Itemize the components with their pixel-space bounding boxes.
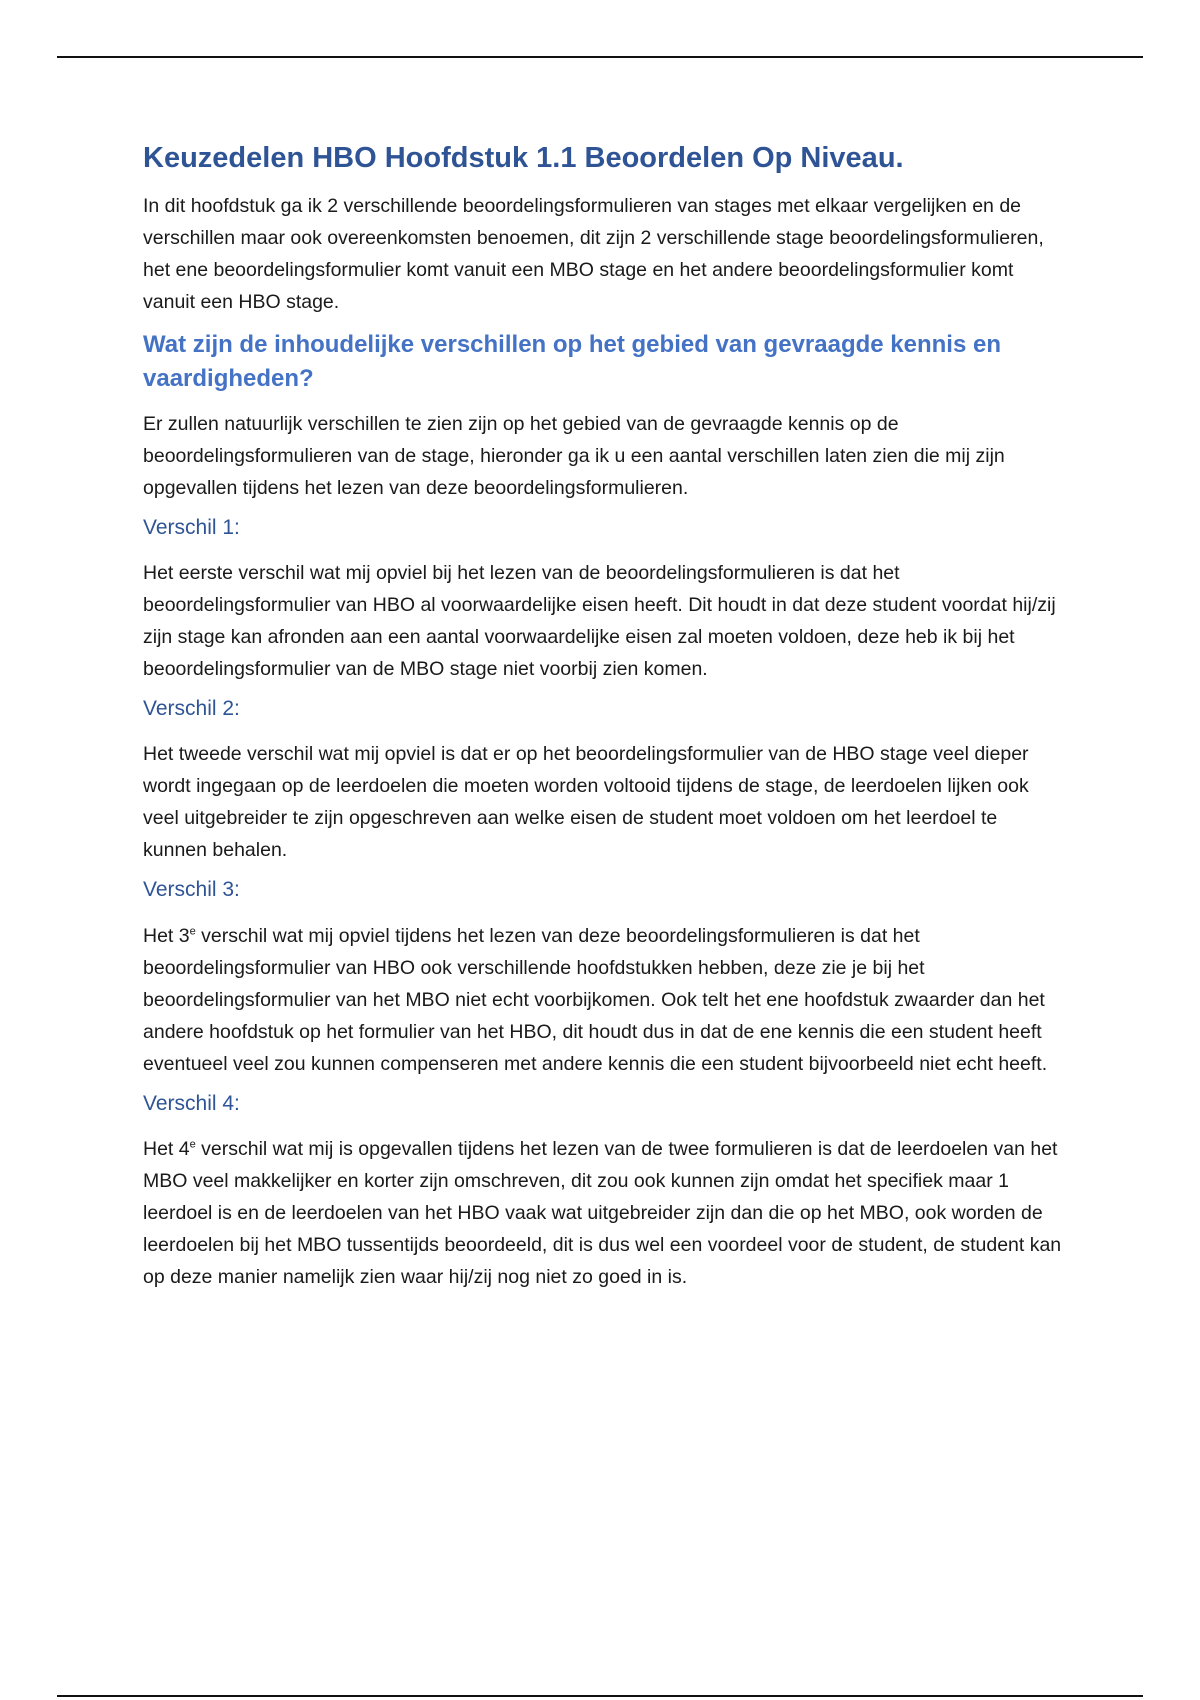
verschil-1-paragraph: Het eerste verschil wat mij opviel bij het lezen van de beoordelingsformulieren is dat het beoordelingsformulier van HBO al voorwaardelijke eisen heeft. Dit houdt in dat deze student voordat hij/zij zijn stage kan afronden aan een aantal voorwaardelijke eisen zal moeten voldoen, deze heb ik bij het beoordelingsformulier van de MBO stage niet voorbij zien komen.: [143, 562, 1056, 681]
verschil-2-heading: Verschil 2:: [143, 697, 240, 721]
verschil-3-heading: Verschil 3:: [143, 878, 240, 902]
verschil-4-heading: Verschil 4:: [143, 1091, 240, 1115]
verschil-4-superscript: e: [189, 1138, 196, 1151]
section-intro-paragraph: Er zullen natuurlijk verschillen te zien zijn op het gebied van de gevraagde kennis op de beoordelingsformulieren van de stage, hieronder ga ik u een aantal verschillen laten zien die mij zijn opgevallen tijdens het lezen van deze beoordelingsformulieren.: [143, 412, 1005, 499]
verschil-2-paragraph: Het tweede verschil wat mij opviel is dat er op het beoordelingsformulier van de HBO stage veel dieper wordt ingegaan op de leerdoelen die moeten worden voltooid tijdens de stage, de leerdoelen lijken ook veel uitgebreider te zijn opgeschreven aan welke eisen de student moet voldoen om het leerdoel te kunnen behalen.: [143, 743, 1029, 862]
verschil-4-paragraph: [143, 1133, 1063, 1293]
intro-paragraph: In dit hoofdstuk ga ik 2 verschillende beoordelingsformulieren van stages met elkaar vergelijken en de verschillen maar ook overeenkomsten benoemen, dit zijn 2 verschillende stage beoordelingsformulieren, het ene beoordelingsformulier komt vanuit een MBO stage en het andere beoordelingsformulier komt vanuit een HBO stage.: [143, 194, 1044, 313]
section-heading: Wat zijn de inhoudelijke verschillen op het gebied van gevraagde kennis en vaardigheden?: [143, 330, 1001, 392]
verschil-3-superscript: e: [189, 925, 196, 938]
verschil-3-paragraph: [143, 920, 1063, 1080]
footer-rule: [57, 1695, 1143, 1697]
verschil-1-heading: Verschil 1:: [143, 515, 240, 539]
header-rule: [57, 56, 1143, 58]
verschil-4-prefix: Het 4: [143, 1138, 190, 1161]
document-body: [143, 140, 1063, 1303]
verschil-4-text: verschil wat mij is opgevallen tijdens het lezen van de twee formulieren is dat de leerdoelen van het MBO veel makkelijker en korter zijn omschreven, dit zou ook kunnen zijn omdat het specifiek maar 1 leerdoel is en de leerdoelen van het HBO vaak wat uitgebreider zijn dan die op het MBO, ook worden de leerdoelen bij het MBO tussentijds beoordeeld, dit is dus wel een voordeel voor de student, de student kan op deze manier namelijk zien waar hij/zij nog niet zo goed in is.: [143, 1138, 1062, 1289]
verschil-3-prefix: Het 3: [143, 924, 190, 947]
page-title: Keuzedelen HBO Hoofdstuk 1.1 Beoordelen Op Niveau.: [143, 142, 904, 174]
verschil-3-text: verschil wat mij opviel tijdens het lezen van deze beoordelingsformulieren is dat het beoordelingsformulier van HBO ook verschillende hoofdstukken hebben, deze zie je bij het beoordelingsformulier van het MBO niet echt voorbijkomen. Ook telt het ene hoofdstuk zwaarder dan het andere hoofdstuk op het formulier van het HBO, dit houdt dus in dat de ene kennis die een student heeft eventueel veel zou kunnen compenseren met andere kennis die een student bijvoorbeeld niet echt heeft.: [143, 924, 1048, 1075]
